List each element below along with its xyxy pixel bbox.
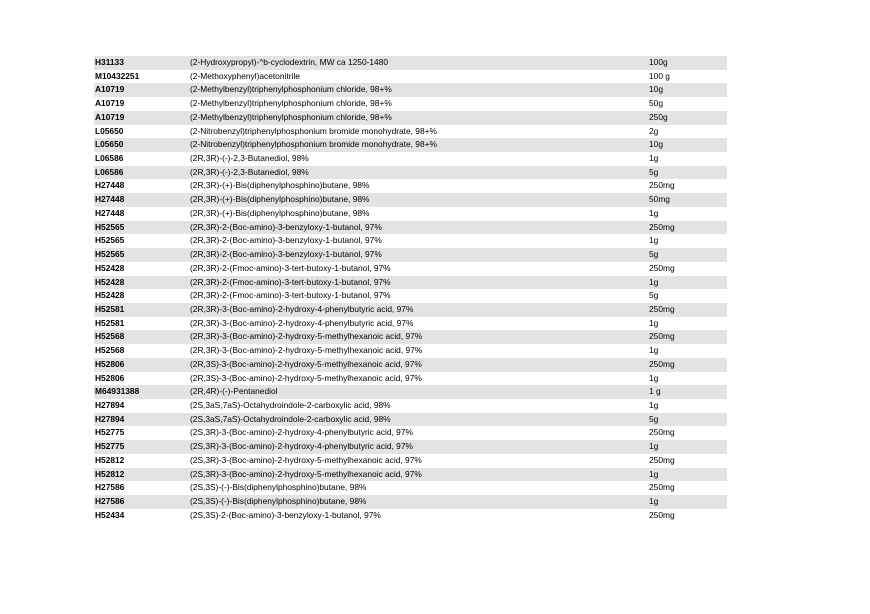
product-name-cell: (2S,3R)-3-(Boc-amino)-2-hydroxy-5-methylhexanoic acid, 97% (190, 454, 422, 465)
product-name-cell: (2S,3R)-3-(Boc-amino)-2-hydroxy-4-phenylbutyric acid, 97% (189, 440, 648, 454)
product-name-cell: (2R,3R)-2-(Fmoc-amino)-3-tert-butoxy-1-butanol, 97% (189, 276, 648, 290)
product-code-cell: L06586 (95, 153, 124, 164)
product-name-cell: (2S,3S)-2-(Boc-amino)-3-benzyloxy-1-butanol, 97% (190, 509, 381, 520)
quantity-cell: 1g (649, 345, 659, 356)
product-name-cell: (2R,3R)-(-)-2,3-Butanediol, 98% (189, 166, 648, 180)
product-table-body (94, 56, 727, 522)
product-name-cell: (2S,3aS,7aS)-Octahydroindole-2-carboxylic acid, 98% (190, 399, 391, 410)
product-code-cell: L06586 (94, 166, 189, 180)
quantity-cell: 1g (649, 207, 659, 218)
product-code-cell: A10719 (95, 98, 125, 109)
quantity-cell: 250mg (648, 358, 727, 372)
quantity-cell: 1g (649, 372, 659, 383)
product-code-cell: H31133 (94, 56, 189, 70)
product-code-cell: H52565 (94, 221, 189, 235)
quantity-cell: 250mg (648, 330, 727, 344)
product-code-cell: M10432251 (95, 70, 140, 81)
product-name-cell: (2-Methoxyphenyl)acetonitrile (190, 70, 300, 81)
product-code-cell: H27448 (94, 193, 189, 207)
quantity-cell: 1g (649, 317, 659, 328)
product-code-cell: H27586 (94, 495, 189, 509)
quantity-cell: 250mg (648, 221, 727, 235)
quantity-cell: 5g (649, 290, 659, 301)
product-code-cell: L05650 (94, 138, 189, 152)
product-name-cell: (2-Nitrobenzyl)triphenylphosphonium bromide monohydrate, 98+% (190, 125, 437, 136)
product-name-cell: (2-Methylbenzyl)triphenylphosphonium chloride, 98+% (189, 111, 648, 125)
product-name-cell: (2R,3R)-(+)-Bis(diphenylphosphino)butane, 98% (189, 193, 648, 207)
quantity-cell: 1g (649, 153, 659, 164)
quantity-cell: 250g (648, 111, 727, 125)
table-row (94, 166, 727, 180)
product-code-cell: H52806 (94, 358, 189, 372)
product-code-cell: H52568 (94, 330, 189, 344)
quantity-cell: 2g (649, 125, 659, 136)
product-name-cell: (2S,3R)-3-(Boc-amino)-2-hydroxy-4-phenylbutyric acid, 97% (190, 427, 413, 438)
table-row (94, 207, 727, 221)
product-code-cell: H52568 (95, 345, 125, 356)
table-row (94, 97, 727, 111)
table-row (94, 468, 727, 482)
product-code-cell: H52775 (95, 427, 125, 438)
product-name-cell: (2R,3R)-2-(Boc-amino)-3-benzyloxy-1-butanol, 97% (190, 235, 382, 246)
product-code-cell: H27894 (95, 399, 125, 410)
product-code-cell: H52428 (94, 276, 189, 290)
product-name-cell: (2S,3R)-3-(Boc-amino)-2-hydroxy-5-methylhexanoic acid, 97% (189, 468, 648, 482)
table-row (94, 372, 727, 386)
product-code-cell: H52428 (95, 290, 125, 301)
table-row (94, 125, 727, 139)
quantity-cell: 5g (648, 413, 727, 427)
product-code-cell: H52434 (95, 509, 125, 520)
product-name-cell: (2R,3R)-(-)-2,3-Butanediol, 98% (190, 153, 309, 164)
quantity-cell: 250mg (649, 262, 675, 273)
quantity-cell: 5g (648, 248, 727, 262)
product-name-cell: (2-Nitrobenzyl)triphenylphosphonium bromide monohydrate, 98+% (189, 138, 648, 152)
product-code-cell: H52812 (94, 468, 189, 482)
table-row (94, 440, 727, 454)
quantity-cell: 250mg (648, 303, 727, 317)
product-code-cell: A10719 (94, 83, 189, 97)
product-code-cell: H27894 (94, 413, 189, 427)
quantity-cell: 250mg (649, 427, 675, 438)
quantity-cell: 5g (648, 166, 727, 180)
product-name-cell: (2S,3S)-(-)-Bis(diphenylphosphino)butane, 98% (189, 495, 648, 509)
table-row (94, 56, 727, 70)
table-row (94, 454, 727, 468)
table-row (94, 344, 727, 358)
product-name-cell: (2R,3R)-2-(Fmoc-amino)-3-tert-butoxy-1-butanol, 97% (190, 262, 391, 273)
quantity-cell: 10g (648, 138, 727, 152)
table-row (94, 70, 727, 84)
table-row (94, 221, 727, 235)
product-code-cell: H52565 (94, 248, 189, 262)
table-row (94, 330, 727, 344)
product-code-cell: H52581 (95, 317, 125, 328)
quantity-cell: 250mg (649, 180, 675, 191)
table-row (94, 234, 727, 248)
product-name-cell: (2R,3S)-3-(Boc-amino)-2-hydroxy-5-methylhexanoic acid, 97% (189, 358, 648, 372)
table-row (94, 289, 727, 303)
product-code-cell: H27448 (95, 180, 125, 191)
product-name-cell: (2R,3R)-3-(Boc-amino)-2-hydroxy-5-methylhexanoic acid, 97% (189, 330, 648, 344)
product-name-cell: (2S,3S)-(-)-Bis(diphenylphosphino)butane, 98% (190, 482, 367, 493)
table-row (94, 426, 727, 440)
product-name-cell: (2R,3R)-(+)-Bis(diphenylphosphino)butane, 98% (190, 180, 370, 191)
table-row (94, 399, 727, 413)
table-row (94, 262, 727, 276)
product-name-cell: (2R,3R)-(+)-Bis(diphenylphosphino)butane, 98% (190, 207, 370, 218)
product-name-cell: (2-Hydroxypropyl)-^b-cyclodextrin, MW ca 1250-1480 (189, 56, 648, 70)
table-row (94, 481, 727, 495)
product-name-cell: (2-Methylbenzyl)triphenylphosphonium chloride, 98+% (190, 98, 392, 109)
quantity-cell: 1g (649, 399, 659, 410)
product-code-cell: H52581 (94, 303, 189, 317)
table-row (94, 179, 727, 193)
product-name-cell: (2R,3S)-3-(Boc-amino)-2-hydroxy-5-methylhexanoic acid, 97% (190, 372, 422, 383)
table-row (94, 193, 727, 207)
product-code-cell: A10719 (94, 111, 189, 125)
table-row (94, 152, 727, 166)
table-row (94, 111, 727, 125)
quantity-cell: 1g (648, 276, 727, 290)
product-code-cell: H52565 (95, 235, 125, 246)
quantity-cell: 100 g (649, 70, 670, 81)
product-name-cell: (2R,4R)-(-)-Pentanediol (189, 385, 648, 399)
quantity-cell: 50mg (648, 193, 727, 207)
table-row (94, 317, 727, 331)
product-code-cell: L05650 (95, 125, 124, 136)
product-code-cell: H27448 (95, 207, 125, 218)
quantity-cell: 10g (648, 83, 727, 97)
table-row (94, 385, 727, 399)
product-sheet (94, 56, 724, 522)
quantity-cell: 1g (648, 495, 727, 509)
product-name-cell: (2R,3R)-3-(Boc-amino)-2-hydroxy-5-methylhexanoic acid, 97% (190, 345, 423, 356)
product-name-cell: (2-Methylbenzyl)triphenylphosphonium chloride, 98+% (189, 83, 648, 97)
quantity-cell: 250mg (649, 482, 675, 493)
quantity-cell: 250mg (649, 509, 675, 520)
table-row (94, 495, 727, 509)
product-name-cell: (2R,3R)-3-(Boc-amino)-2-hydroxy-4-phenylbutyric acid, 97% (190, 317, 414, 328)
product-code-cell: H52428 (95, 262, 125, 273)
quantity-cell: 1g (648, 468, 727, 482)
product-name-cell: (2R,3R)-2-(Boc-amino)-3-benzyloxy-1-butanol, 97% (189, 248, 648, 262)
product-table (94, 56, 727, 522)
product-code-cell: H52806 (95, 372, 125, 383)
product-name-cell: (2R,3R)-3-(Boc-amino)-2-hydroxy-4-phenylbutyric acid, 97% (189, 303, 648, 317)
table-row (94, 303, 727, 317)
table-row (94, 138, 727, 152)
table-row (94, 276, 727, 290)
table-row (94, 413, 727, 427)
product-code-cell: H27586 (95, 482, 125, 493)
table-row (94, 509, 727, 523)
product-name-cell: (2S,3aS,7aS)-Octahydroindole-2-carboxylic acid, 98% (189, 413, 648, 427)
quantity-cell: 100g (648, 56, 727, 70)
product-code-cell: H52775 (94, 440, 189, 454)
product-code-cell: H52812 (95, 454, 125, 465)
quantity-cell: 1g (648, 440, 727, 454)
product-name-cell: (2R,3R)-2-(Boc-amino)-3-benzyloxy-1-butanol, 97% (189, 221, 648, 235)
quantity-cell: 50g (649, 98, 663, 109)
product-code-cell: M64931388 (94, 385, 189, 399)
table-row (94, 358, 727, 372)
quantity-cell: 250mg (649, 454, 675, 465)
quantity-cell: 1 g (648, 385, 727, 399)
product-name-cell: (2R,3R)-2-(Fmoc-amino)-3-tert-butoxy-1-butanol, 97% (190, 290, 391, 301)
table-row (94, 248, 727, 262)
quantity-cell: 1g (649, 235, 659, 246)
table-row (94, 83, 727, 97)
